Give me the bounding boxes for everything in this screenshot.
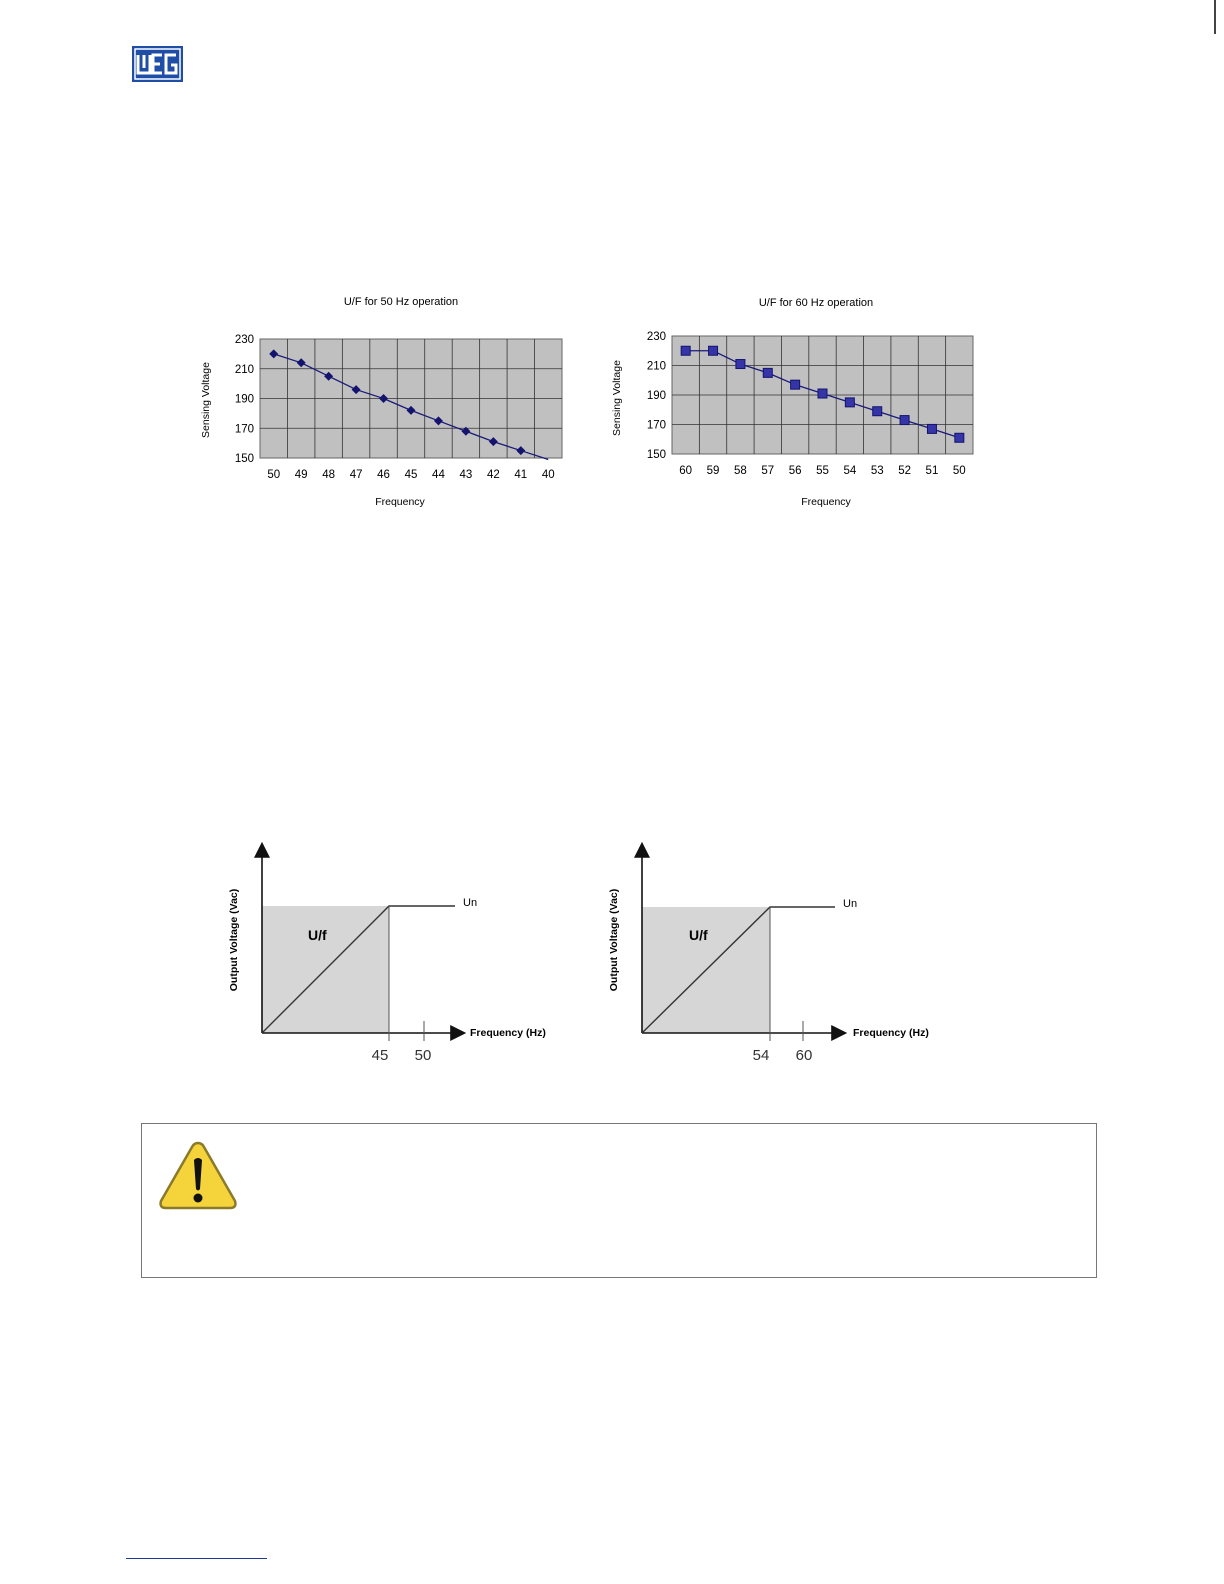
data-point xyxy=(900,416,909,425)
x-ticks xyxy=(679,465,965,477)
x-tick-label: 50 xyxy=(952,465,966,477)
y-tick-label: 230 xyxy=(234,334,254,346)
y-tick-label: 170 xyxy=(646,419,666,432)
y-axis-label: Output Voltage (Vac) xyxy=(608,888,620,992)
x-tick-label: 45 xyxy=(404,469,418,481)
x-tick-label: 56 xyxy=(788,465,802,477)
x-tick-label: 48 xyxy=(322,469,336,481)
x-tick-label: 58 xyxy=(734,465,747,477)
x-tick-label: 57 xyxy=(761,465,775,477)
area-label: U/f xyxy=(308,927,327,943)
x-tick-label: 47 xyxy=(349,469,363,481)
y-axis-label: Sensing Voltage xyxy=(611,360,623,436)
x-tick-label: 51 xyxy=(925,465,939,477)
warning-box xyxy=(141,1123,1097,1278)
x-tick-label: 59 xyxy=(706,465,720,477)
uf-50hz-chart xyxy=(190,275,580,520)
knee-label: 54 xyxy=(752,1047,770,1064)
y-axis-label: Sensing Voltage xyxy=(200,362,212,438)
x-tick-label: 40 xyxy=(541,469,555,481)
chart-title: U/F for 50 Hz operation xyxy=(343,296,459,308)
chart-title: U/F for 60 Hz operation xyxy=(758,297,874,309)
y-tick-label: 210 xyxy=(234,363,254,376)
x-axis-label: Frequency xyxy=(801,496,851,508)
uf-area-diagram-60hz xyxy=(601,835,951,1070)
data-point xyxy=(709,346,718,355)
x-tick-label: 44 xyxy=(432,469,445,481)
weg-logo xyxy=(132,46,183,82)
data-point xyxy=(791,380,800,389)
nominal-label: 60 xyxy=(795,1047,813,1064)
x-tick-label: 53 xyxy=(870,465,884,477)
x-tick-label: 50 xyxy=(267,469,281,481)
x-axis-label: Frequency xyxy=(375,496,425,508)
y-tick-label: 210 xyxy=(646,360,666,373)
data-point xyxy=(955,433,964,442)
y-tick-label: 230 xyxy=(646,331,666,343)
footer-rule xyxy=(126,1558,267,1559)
x-tick-label: 52 xyxy=(898,465,911,477)
x-tick-label: 60 xyxy=(679,465,693,477)
y-tick-label: 190 xyxy=(234,393,254,406)
data-point xyxy=(736,360,745,369)
data-point xyxy=(845,398,854,407)
data-point xyxy=(873,407,882,416)
x-axis-label: Frequency (Hz) xyxy=(853,1027,929,1039)
nominal-label: 50 xyxy=(414,1047,432,1064)
x-tick-label: 49 xyxy=(294,469,308,481)
x-tick-label: 46 xyxy=(377,469,390,481)
x-tick-label: 43 xyxy=(459,469,473,481)
data-point xyxy=(927,424,936,433)
uf-area-diagram-50hz xyxy=(220,835,570,1070)
y-ticks xyxy=(647,331,666,461)
data-point xyxy=(681,346,690,355)
x-tick-label: 55 xyxy=(816,465,829,477)
y-tick-label: 170 xyxy=(234,423,254,436)
uf-60hz-chart xyxy=(602,275,987,520)
level-label: Un xyxy=(843,898,858,910)
area-label: U/f xyxy=(689,927,708,943)
y-ticks xyxy=(235,334,254,465)
x-axis-label: Frequency (Hz) xyxy=(470,1027,546,1039)
knee-label: 45 xyxy=(371,1047,389,1064)
warning-triangle-icon xyxy=(158,1140,238,1212)
y-tick-label: 190 xyxy=(646,390,666,402)
page-edge-mark xyxy=(1214,0,1216,34)
y-tick-label: 150 xyxy=(646,449,666,461)
x-tick-label: 42 xyxy=(486,469,500,481)
level-label: Un xyxy=(463,897,478,909)
y-axis-label: Output Voltage (Vac) xyxy=(228,888,240,992)
data-point xyxy=(818,389,827,398)
x-tick-label: 54 xyxy=(843,465,857,477)
data-point xyxy=(763,368,772,377)
x-tick-label: 41 xyxy=(514,469,528,481)
y-tick-label: 150 xyxy=(234,453,254,465)
x-ticks xyxy=(267,469,554,481)
